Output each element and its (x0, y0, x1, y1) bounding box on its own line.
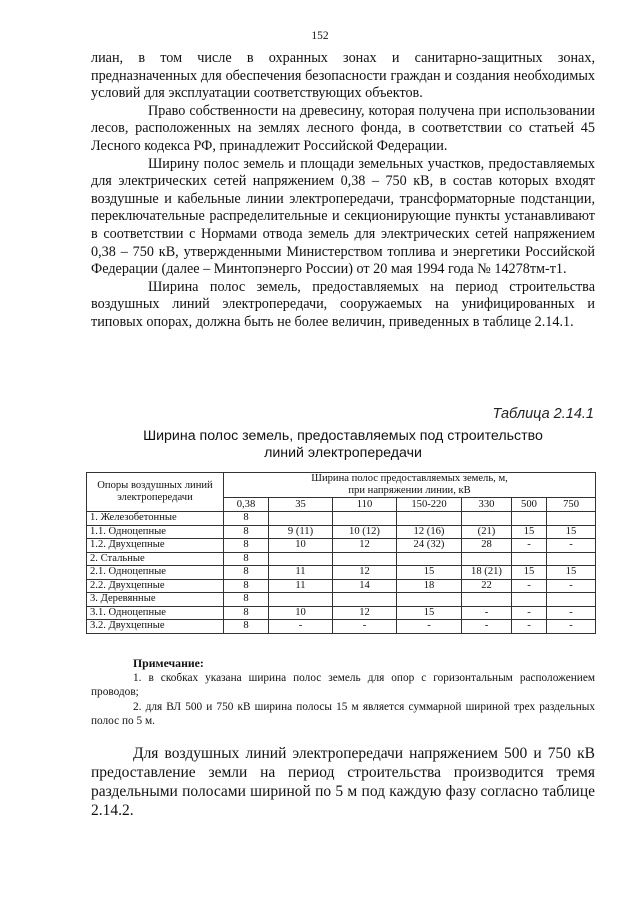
table-cell: 10 (269, 606, 333, 620)
table-cell (269, 593, 333, 607)
table-cell: - (512, 620, 547, 634)
table-cell: 10 (12) (333, 525, 397, 539)
table-cell (512, 552, 547, 566)
note-item-2: 2. для ВЛ 500 и 750 кВ ширина полосы 15 м является суммарной шириной трех раздельных полос по 5 м. (91, 700, 595, 727)
table-cell: 15 (512, 525, 547, 539)
row-label: 2.1. Одноцепные (87, 566, 224, 580)
table-cell: 11 (269, 579, 333, 593)
table-cell: 12 (333, 539, 397, 553)
table-cell (547, 512, 596, 526)
table-cell: 24 (32) (397, 539, 462, 553)
row-label: 1. Железобетонные (87, 512, 224, 526)
table-cell (547, 552, 596, 566)
table-cell: - (269, 620, 333, 634)
header-width-group (224, 473, 596, 498)
row-label: 3.1. Одноцепные (87, 606, 224, 620)
table-cell: - (512, 539, 547, 553)
table-cell: 8 (224, 620, 269, 634)
table-cell: 12 (333, 606, 397, 620)
row-label: 1.1. Одноцепные (87, 525, 224, 539)
table-cell: 9 (11) (269, 525, 333, 539)
table-cell: - (512, 606, 547, 620)
final-paragraph: Для воздушных линий электропередачи напряжением 500 и 750 кВ предоставление земли на период строительства производится тремя раздельными полосами шириной по 5 м под каждую фазу согласно таблице 2.14.2. (91, 745, 595, 819)
table-body (87, 512, 596, 634)
row-label: 2. Стальные (87, 552, 224, 566)
table-cell (512, 593, 547, 607)
table-row (87, 539, 596, 553)
land-width-table (86, 472, 596, 634)
table-cell: 15 (397, 566, 462, 580)
header-group-line-2: при напряжении линии, кВ (348, 485, 471, 496)
voltage-header-cell: 35 (269, 498, 333, 512)
table-cell (462, 512, 512, 526)
table-cell: 8 (224, 593, 269, 607)
table-cell: 8 (224, 579, 269, 593)
table-cell: 15 (397, 606, 462, 620)
table-cell: - (547, 539, 596, 553)
table-cell (269, 512, 333, 526)
table-cell: - (333, 620, 397, 634)
row-label: 3. Деревянные (87, 593, 224, 607)
table-row (87, 525, 596, 539)
note-title: Примечание: (133, 656, 204, 670)
table-cell: 28 (462, 539, 512, 553)
voltage-header-cell: 110 (333, 498, 397, 512)
table-cell (397, 552, 462, 566)
table-cell (269, 552, 333, 566)
table-cell: - (547, 620, 596, 634)
table-cell: 22 (462, 579, 512, 593)
table-title-line-1: Ширина полос земель, предоставляемых под строительство (143, 428, 543, 444)
table-cell: 15 (512, 566, 547, 580)
table-cell: 8 (224, 552, 269, 566)
row-label: 1.2. Двухцепные (87, 539, 224, 553)
table-cell: - (512, 579, 547, 593)
table-cell: - (547, 606, 596, 620)
table-cell (333, 552, 397, 566)
paragraph-2: Право собственности на древесину, которая получена при использовании лесов, расположенных на землях лесного фонда, в соответствии со статьей 45 Лесного кодекса РФ, принадлежит Российской Федерации. (91, 102, 595, 154)
table-cell: 8 (224, 512, 269, 526)
body-text (91, 50, 595, 332)
row-label: 2.2. Двухцепные (87, 579, 224, 593)
table-cell: 15 (547, 525, 596, 539)
paragraph-1: лиан, в том числе в охранных зонах и санитарно-защитных зонах, предназначенных для обеспечения безопасности граждан и создания необходимых условий для эксплуатации соответствующих объектов. (91, 50, 595, 102)
table-cell: - (547, 579, 596, 593)
table-cell (397, 593, 462, 607)
table-row (87, 566, 596, 580)
table-cell (462, 593, 512, 607)
note-item-1: 1. в скобках указана ширина полос земель для опор с горизонтальным расположением проводов; (91, 671, 595, 698)
table-cell: 12 (333, 566, 397, 580)
table-cell (547, 593, 596, 607)
table-cell (333, 512, 397, 526)
table-cell: 15 (547, 566, 596, 580)
final-text (91, 744, 595, 820)
voltage-header-cell: 500 (512, 498, 547, 512)
table-cell: - (397, 620, 462, 634)
table-row (87, 606, 596, 620)
voltage-header-cell: 0,38 (224, 498, 269, 512)
table-row (87, 620, 596, 634)
table-cell: 10 (269, 539, 333, 553)
table-cell: - (462, 606, 512, 620)
table-cell: 18 (21) (462, 566, 512, 580)
table-row (87, 593, 596, 607)
table-cell (333, 593, 397, 607)
table-cell (462, 552, 512, 566)
table-cell: 12 (16) (397, 525, 462, 539)
page-number: 152 (311, 30, 329, 42)
note (91, 656, 595, 729)
voltage-header-cell: 750 (547, 498, 596, 512)
header-support-type: Опоры воздушных линий электропередачи (87, 473, 224, 512)
table-cell: (21) (462, 525, 512, 539)
table-row (87, 579, 596, 593)
voltage-header-cell: 330 (462, 498, 512, 512)
paragraph-4: Ширина полос земель, предоставляемых на период строительства воздушных линий электропередачи, сооружаемых на унифицированных и типовых опорах, должна быть не более величин, приведенных в таблице 2.14.1. (91, 278, 595, 330)
table-cell: 11 (269, 566, 333, 580)
table-cell: 8 (224, 539, 269, 553)
table-cell (397, 512, 462, 526)
table-cell: 14 (333, 579, 397, 593)
table-cell: 8 (224, 566, 269, 580)
table-row (87, 512, 596, 526)
voltage-header-cell: 150-220 (397, 498, 462, 512)
table-row (87, 552, 596, 566)
table-title-line-2: линий электропередачи (264, 445, 422, 461)
row-label: 3.2. Двухцепные (87, 620, 224, 634)
table-cell: 8 (224, 525, 269, 539)
table-title (91, 428, 595, 462)
table-cell: 8 (224, 606, 269, 620)
table-cell: - (462, 620, 512, 634)
table-cell (512, 512, 547, 526)
header-group-line-1: Ширина полос предоставляемых земель, м, (311, 473, 508, 484)
table-cell: 18 (397, 579, 462, 593)
table-label: Таблица 2.14.1 (492, 406, 594, 422)
paragraph-3: Ширину полос земель и площади земельных участков, предоставляемых для электрических сетей напряжением 0,38 – 750 кВ, в состав которых входят воздушные и кабельные линии электропередачи, трансформаторные подстанции, переключательные распределительные и секционирующие пункты устанавливают в соответствии с Нормами отвода земель для электрических сетей напряжением 0,38 – 750 кВ, утвержденными Министерством топлива и энергетики Российской Федерации (далее – Минтопэнерго России) от 20 мая 1994 года № 14278тм-т1. (91, 155, 595, 278)
